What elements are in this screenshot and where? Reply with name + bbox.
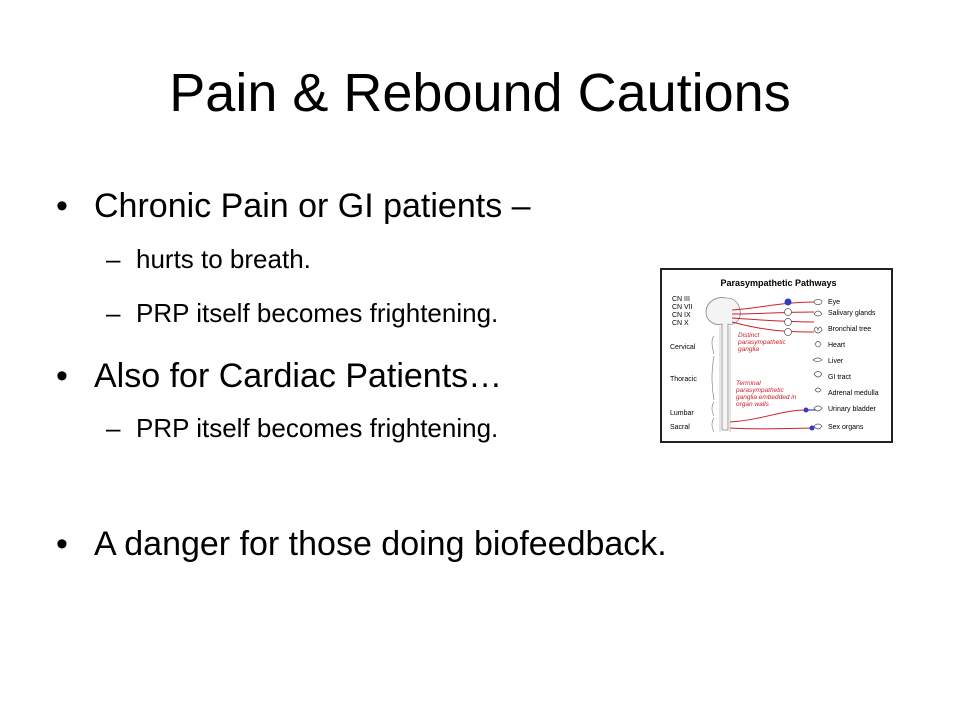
dash-glyph: – [106, 244, 121, 274]
sub-bullet-text: PRP itself becomes frightening. [136, 298, 499, 328]
parasympathetic-diagram [660, 268, 893, 443]
bullet-text: Chronic Pain or GI patients – [94, 187, 531, 225]
label-liver: Liver [828, 358, 844, 365]
bullet-item [56, 356, 503, 396]
ganglion-eye [785, 299, 791, 305]
label-cn-ix: CN IX [672, 312, 691, 319]
dash-glyph: – [106, 413, 121, 443]
sacral-bracket [712, 418, 714, 432]
slide-title: Pain & Rebound Cautions [169, 63, 791, 123]
sub-bullet-text: hurts to breath. [136, 244, 311, 274]
label-cn-iii: CN III [672, 296, 690, 303]
label-bronchial-tree: Bronchial tree [828, 326, 872, 333]
annotation-distinct-ganglia: Distinct parasympathetic ganglia [738, 332, 786, 353]
label-adrenal-medulla: Adrenal medulla [828, 390, 879, 397]
label-sacral: Sacral [670, 424, 690, 431]
thoracic-bracket [712, 356, 714, 400]
label-heart: Heart [828, 342, 846, 349]
ganglion-salivary-2 [785, 319, 792, 326]
bullet-text: Also for Cardiac Patients… [94, 357, 503, 395]
cervical-bracket [712, 336, 714, 354]
bullet-item [56, 186, 531, 226]
brain-stem-shape [706, 298, 740, 430]
label-cervical: Cervical [670, 344, 696, 351]
sub-bullet-item [106, 243, 311, 275]
bullet-item [56, 524, 667, 564]
label-lumbar: Lumbar [670, 410, 694, 417]
label-thoracic: Thoracic [670, 376, 697, 383]
label-eye: Eye [828, 299, 841, 306]
bullet-glyph: • [56, 187, 68, 225]
diagram-illustration [662, 270, 891, 441]
sub-bullet-item [106, 412, 499, 444]
label-urinary-bladder: Urinary bladder [828, 406, 876, 413]
diagram-title: Parasympathetic Pathways [720, 278, 837, 288]
sub-bullet-item [106, 297, 499, 329]
label-gi-tract: GI tract [828, 374, 851, 381]
annotation-terminal-ganglia: Terminal parasympathetic ganglia embedded in organ walls [736, 380, 797, 408]
sacral-pathways [730, 410, 812, 429]
label-cn-x: CN X [672, 320, 689, 327]
label-sex-organs: Sex organs [828, 424, 864, 431]
dash-glyph: – [106, 298, 121, 328]
label-salivary-glands: Salivary glands [828, 310, 876, 317]
sub-bullet-text: PRP itself becomes frightening. [136, 413, 499, 443]
label-cn-vii: CN VII [672, 304, 693, 311]
bullet-glyph: • [56, 525, 68, 563]
bullet-text: A danger for those doing biofeedback. [94, 525, 667, 563]
ganglion-salivary [785, 309, 792, 316]
bullet-glyph: • [56, 357, 68, 395]
ganglion-bladder [804, 408, 809, 413]
lumbar-bracket [712, 402, 714, 416]
cranial-pathways [732, 302, 814, 332]
